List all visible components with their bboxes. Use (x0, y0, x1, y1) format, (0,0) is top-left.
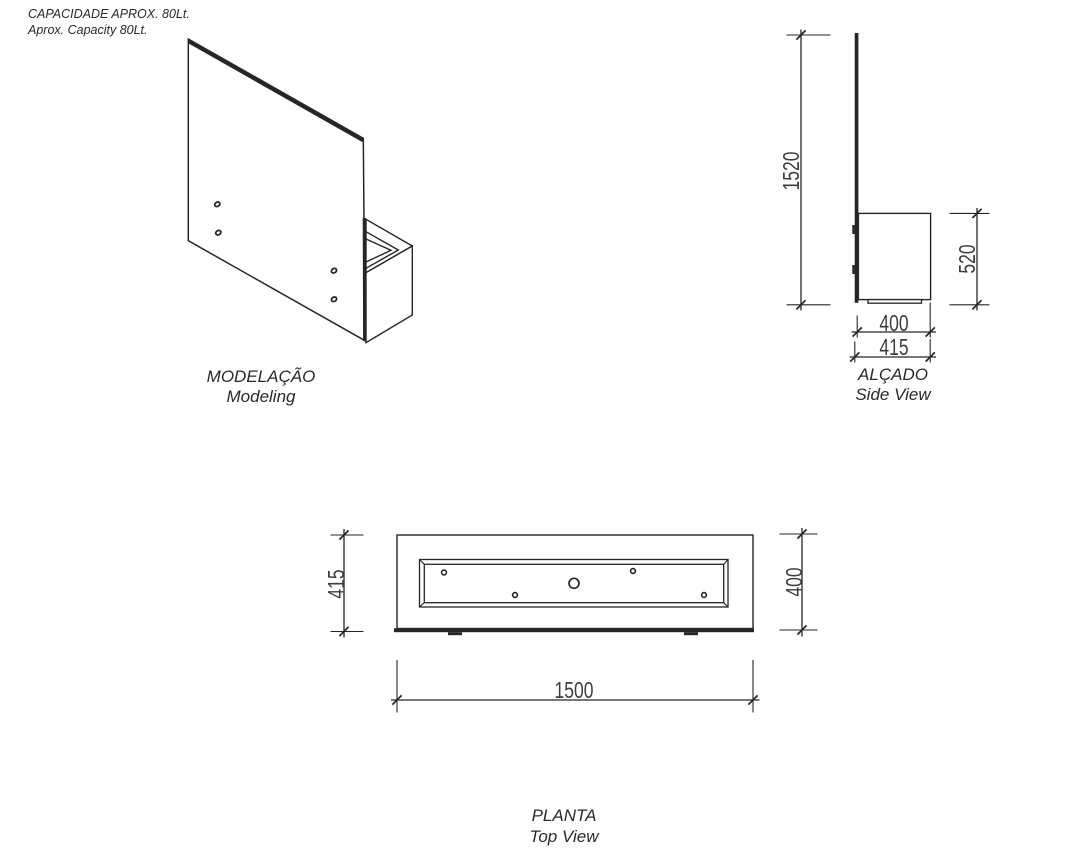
modeling-view-linework (188, 39, 412, 343)
center-drain-hole (569, 578, 579, 588)
capacity-note-line2: Aprox. Capacity 80Lt. (28, 22, 148, 37)
planter-box-side (858, 213, 930, 299)
bolt-nub (852, 225, 855, 234)
dim-value-total-depth-side: 415 (879, 334, 909, 360)
drain-hole (702, 593, 707, 598)
drain-hole (442, 570, 447, 575)
dim-value-box-depth-side: 400 (879, 310, 909, 336)
capacity-note-line1: CAPACIDADE APROX. 80Lt. (28, 7, 190, 21)
back-panel-iso (188, 39, 365, 341)
foot-tab (448, 632, 462, 635)
top-view-subtitle: Top View (529, 826, 599, 846)
dim-value-total-depth-top: 415 (323, 569, 349, 599)
dim-value-total-height: 1520 (778, 151, 804, 191)
drain-hole (631, 569, 636, 574)
top-view-title: PLANTA (531, 805, 597, 825)
dim-value-width: 1500 (554, 677, 594, 703)
modeling-view-title: MODELAÇÃO (206, 367, 316, 386)
bolt-nub (852, 265, 855, 274)
planter-base-foot (868, 300, 922, 304)
side-view-subtitle: Side View (855, 385, 931, 404)
foot-tab (684, 632, 698, 635)
drain-hole (513, 593, 518, 598)
back-panel-top (394, 628, 754, 632)
modeling-view-subtitle: Modeling (226, 386, 296, 406)
dim-value-box-depth-top: 400 (781, 567, 807, 597)
dim-value-box-height: 520 (954, 244, 980, 274)
side-view-title: ALÇADO (858, 365, 928, 384)
